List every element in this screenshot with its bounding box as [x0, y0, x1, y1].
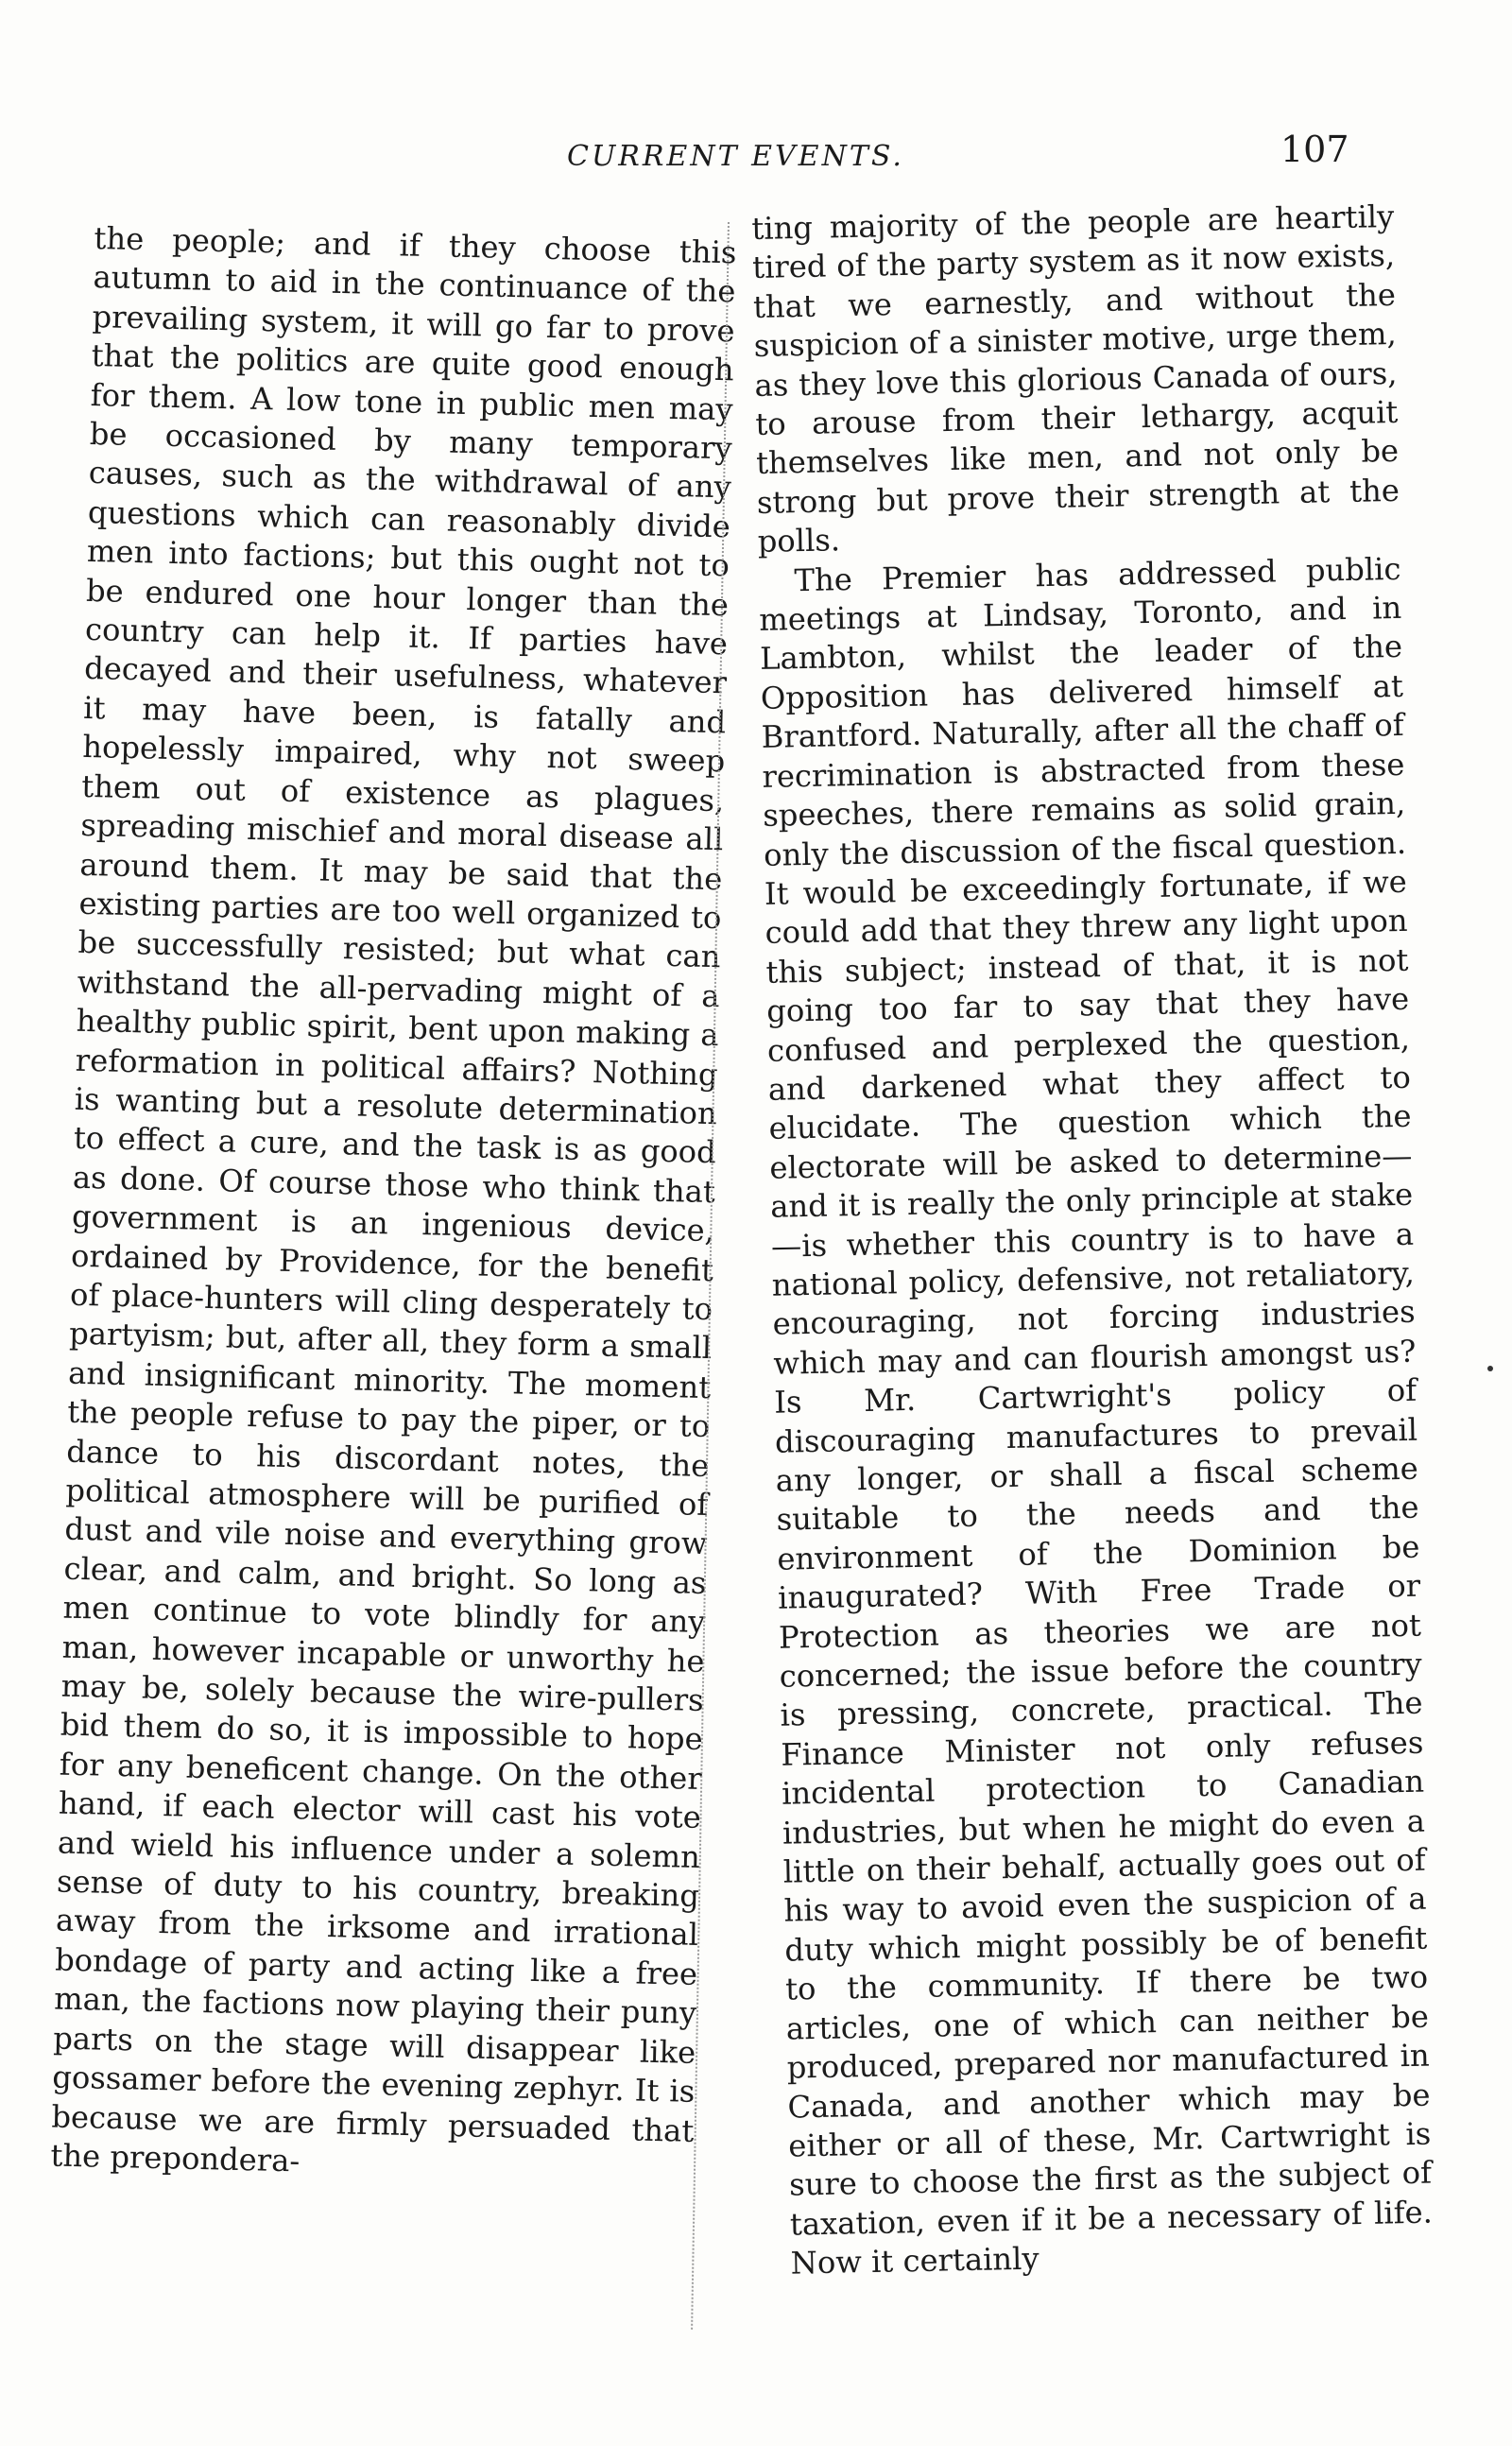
page-number: 107 [1280, 129, 1349, 170]
running-title: CURRENT EVENTS. [567, 140, 904, 173]
right-paragraph-2: The Premier has addressed public meetings at Lindsay, Toronto, and in Lambton, whilst the leader of the Opposition has delivered himself at Brantford. Naturally, after all the chaff of recrimination is abstracted from these speeches, there remains as solid grain, only the discussion of the fiscal question. It would be exceedingly fortunate, if we could add that they threw any light upon this subject; instead of that, it is not going too far to say that they have confused and perplexed the question, and darkened what they affect to elucidate. The question which the electorate will be asked to determine—and it is really the only principle at stake—is whether this country is to have a national policy, defensive, not retaliatory, encouraging, not forcing industries which may and can flourish amongst us? Is Mr. Cartwright's policy of discouraging manufactures to prevail any longer, or shall a fiscal scheme suitable to the needs and the environment of the Dominion be inaugurated? With Free Trade or Protection as theories we are not concerned; the issue before the country is pressing, concrete, practical. The Finance Minister not only refuses incidental protection to Canadian industries, but when he might do even a little on their behalf, actually goes out of his way to avoid even the suspicion of a duty which might possibly be of benefit to the community. If there be two articles, one of which can neither be produced, prepared nor manufactured in Canada, and another which may be either or all of these, Mr. Cartwright is sure to choose the first as the subject of taxation, even if it be a necessary of life. Now it certainly [758, 550, 1434, 2282]
left-column [50, 219, 737, 2190]
right-column [751, 198, 1434, 2283]
left-paragraph-1: the people; and if they choose this autumn to aid in the continuance of the prevailing system, it will go far to prove that the politics are quite good enough for them. A low tone in public men may be occasioned by many temporary causes, such as the withdrawal of any questions which can reasonably divide men into factions; but this ought not to be endured one hour longer than the country can help it. If parties have decayed and their usefulness, whatever it may have been, is fatally and hopelessly impaired, why not sweep them out of existence as plagues, spreading mischief and moral disease all around them. It may be said that the existing parties are too well organized to be successfully resisted; but what can withstand the all-pervading might of a healthy public spirit, bent upon making a reformation in political affairs? Nothing is wanting but a resolute determination to effect a cure, and the task is as good as done. Of course those who think that government is an ingenious device, ordained by Providence, for the benefit of place-hunters will cling desperately to partyism; but, after all, they form a small and insignificant minority. The moment the people refuse to pay the piper, or to dance to his discordant notes, the political atmosphere will be purified of dust and vile noise and everything grow clear, and calm, and bright. So long as men continue to vote blindly for any man, however incapable or unworthy he may be, solely because the wire-pullers bid them do so, it is impossible to hope for any beneficent change. On the other hand, if each elector will cast his vote and wield his influence under a solemn sense of duty to his country, breaking away from the irksome and irrational bondage of party and acting like a free man, the factions now playing their puny parts on the stage will disappear like gossamer before the evening zephyr. It is because we are firmly persuaded that the prepondera- [50, 219, 737, 2179]
right-paragraph-1: ting majority of the people are heartily tired of the party system as it now exists, that we earnestly, and without the suspicion of a sinister motive, urge them, as they love this glorious Canada of ours, to arouse from their lethargy, acquit themselves like men, and not only be strong but prove their strength at the polls. [751, 198, 1400, 560]
running-head [0, 129, 1512, 197]
print-speck [1487, 1366, 1493, 1371]
